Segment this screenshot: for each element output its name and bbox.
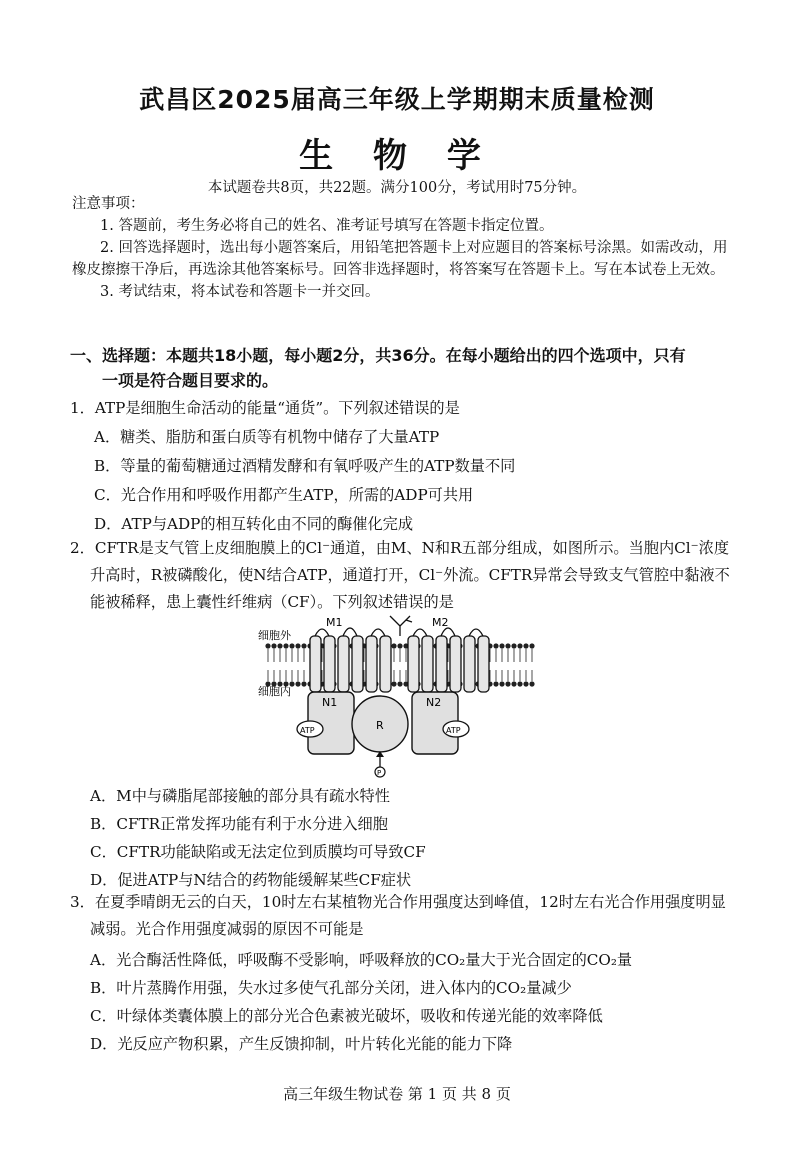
question-2-options [90,781,730,893]
label-m2: M2 [432,616,449,629]
option-c: C．光合作用和呼吸作用都产生ATP，所需的ADP可共用 [94,486,474,504]
subject-title: 生 物 学 [299,136,495,176]
label-atp-1: ATP [300,726,315,735]
label-r: R [376,719,384,732]
question-1 [70,396,730,537]
option-b: B．叶片蒸腾作用强，失水过多使气孔部分关闭，进入体内的CO₂量减少 [90,979,572,997]
question-3 [70,889,730,943]
option-a: A．光合酶活性降低，呼吸酶不受影响，呼吸释放的CO₂量大于光合固定的CO₂量 [90,951,633,969]
option-c: C．CFTR功能缺陷或无法定位到质膜均可导致CF [90,843,426,861]
note-item: 2. 回答选择题时，选出每小题答案后，用铅笔把答题卡上对应题目的答案标号涂黑。如需改动，用橡皮擦擦干净后，再选涂其他答案标号。回答非选择题时，将答案写在答题卡上。写在本试卷上无效。 [72,240,728,278]
label-m1: M1 [326,616,343,629]
option-b: B．CFTR正常发挥功能有利于水分进入细胞 [90,815,388,833]
section-heading [70,343,730,393]
label-n1: N1 [322,696,338,709]
section-line: 一项是符合题目要求的。 [102,371,279,390]
option-d: D．促进ATP与N结合的药物能缓解某些CF症状 [90,871,412,889]
option-a: A．M中与磷脂尾部接触的部分具有疏水特性 [90,787,390,805]
option-c: C．叶绿体类囊体膜上的部分光合色素被光破坏，吸收和传递光能的效率降低 [90,1007,603,1025]
option-d: D．光反应产物积累，产生反馈抑制，叶片转化光能的能力下降 [90,1035,513,1053]
option-d: D．ATP与ADP的相互转化由不同的酶催化完成 [94,515,414,533]
question-stem: 2．CFTR是支气管上皮细胞膜上的Cl⁻通道，由M、N和R五部分组成，如图所示。当胞内Cl⁻浓度升高时，R被磷酸化，使N结合ATP，通道打开，Cl⁻外流。CFTR异常会导致支气管腔中黏液不能被稀释，患上囊性纤维病（CF）。下列叙述错误的是 [70,539,730,611]
exam-title: 武昌区2025届高三年级上学期期末质量检测 [139,85,655,114]
question-3-options [90,945,730,1057]
label-n2: N2 [426,696,442,709]
label-atp-2: ATP [446,726,461,735]
section-line: 一、选择题：本题共18小题，每小题2分，共36分。在每小题给出的四个选项中，只有 [70,346,686,365]
question-stem: 1．ATP是细胞生命活动的能量“通货”。下列叙述错误的是 [70,399,460,417]
label-p: P [377,769,382,777]
cftr-diagram [252,612,552,778]
note-item: 1. 答题前，考生务必将自己的姓名、准考证号填写在答题卡指定位置。 [100,218,554,234]
question-2 [70,535,730,616]
notes [72,193,732,303]
option-a: A．糖类、脂肪和蛋白质等有机物中储存了大量ATP [94,428,440,446]
question-stem: 3．在夏季晴朗无云的白天，10时左右某植物光合作用强度达到峰值，12时左右光合作用强度明显减弱。光合作用强度减弱的原因不可能是 [70,893,726,938]
label-inside: 细胞内 [258,685,291,698]
exam-info: 本试题卷共8页，共22题。满分100分，考试用时75分钟。 [207,180,587,196]
page-footer: 高三年级生物试卷 第 1 页 共 8 页 [283,1085,511,1103]
option-b: B．等量的葡萄糖通过酒精发酵和有氧呼吸产生的ATP数量不同 [94,457,516,475]
label-outside: 细胞外 [258,629,291,642]
membrane [265,642,538,688]
note-item: 3. 考试结束，将本试卷和答题卡一并交回。 [100,284,380,300]
notes-heading: 注意事项： [72,196,145,212]
